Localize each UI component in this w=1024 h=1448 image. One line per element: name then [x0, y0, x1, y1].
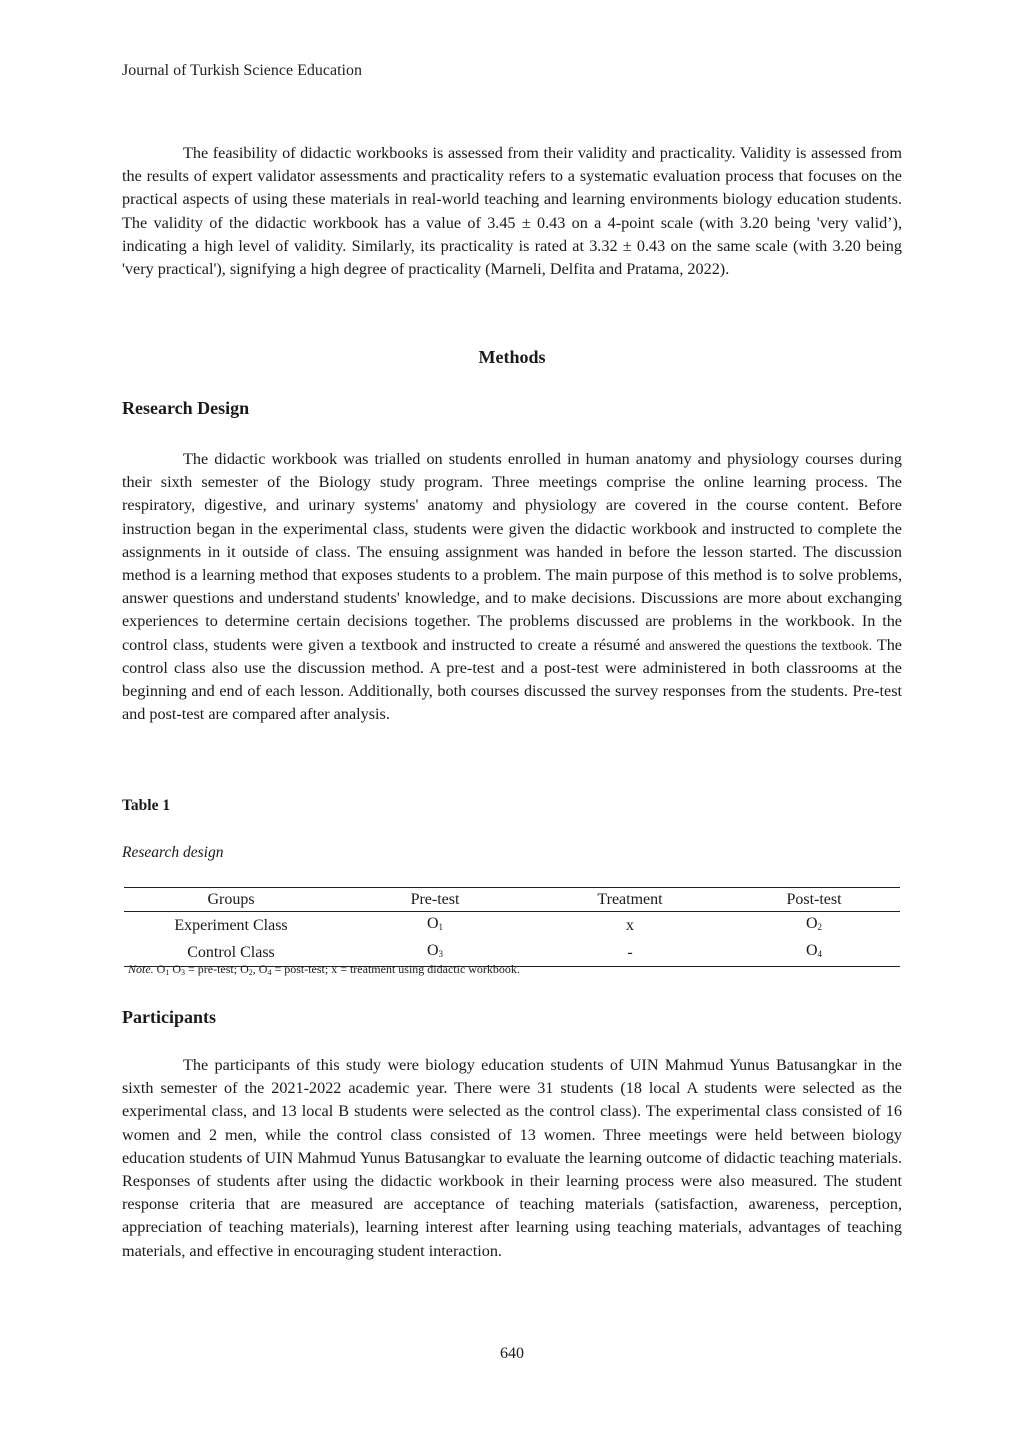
participants-paragraph: The participants of this study were biology education students of UIN Mahmud Yunus Batusangkar in the sixth semester of the 2021-2022 academic year. There were 31 students (18 local A students were selected as the experimental class, and 13 local B students were selected as the control class). The experimental class consisted of 16 women and 2 men, while the control class consisted of 13 women. Three meetings were held between biology education students of UIN Mahmud Yunus Batusangkar to evaluate the learning outcome of didactic teaching materials. Responses of students after using the didactic workbook in their learning process were also measured. The student response criteria that are measured are acceptance of teaching materials (satisfaction, awareness, perception, appreciation of teaching materials), learning interest after learning using teaching materials, advantages of teaching materials, and effective in encouraging student interaction. [122, 1056, 902, 1260]
cell-post-base: O [805, 915, 818, 932]
intro-paragraph: The feasibility of didactic workbooks is assessed from their validity and practicality. Validity is assessed from the results of expert validator assessments and practicality refers to a systematic evaluation process that focuses on the practical aspects of using these materials in real-world teaching and learning environments biology education students. The validity of the didactic workbook has a value of 3.45 ± 0.43 on a 4-point scale (with 3.20 being 'very valid’), indicating a high level of validity. Similarly, its practicality is rated at 3.32 ± 0.43 on the same scale (with 3.20 being 'very practical'), signifying a high degree of practicality (Marneli, Delfita and Pratama, 2022). [122, 144, 902, 279]
table-row [124, 912, 900, 940]
header-treatment: Treatment [597, 891, 663, 908]
cell-post-base: O [805, 942, 818, 959]
note-text-b: O [169, 962, 182, 976]
participants-heading: Participants [122, 1007, 216, 1027]
note-label: Note. [128, 962, 154, 976]
cell-group: Experiment Class [174, 917, 288, 934]
research-design-text-small: and answered the questions the textbook. [645, 637, 873, 653]
research-design-heading: Research Design [122, 398, 250, 418]
cell-post-sub: 2 [817, 922, 823, 932]
cell-post-test [728, 939, 900, 967]
table1-note [128, 962, 520, 977]
methods-heading: Methods [478, 347, 546, 367]
note-text-e: = post-test; x = treatment using didactic workbook. [271, 962, 520, 976]
research-design-text-part1: The didactic workbook was trialled on students enrolled in human anatomy and physiology courses during their sixth semester of the Biology study program. Three meetings comprise the online learning process. The respiratory, digestive, and urinary systems' anatomy and physiology are covered in the course content. Before instruction began in the experimental class, students were given the didactic workbook and instructed to complete the assignments in it outside of class. The ensuing assignment was handed in before the lesson started. The discussion method is a learning method that exposes students to a problem. The main purpose of this method is to solve problems, answer questions and understand students' knowledge, and to make decisions. Discussions are more about exchanging experiences to determine certain decisions together. The problems discussed are problems in the workbook. In the control class, students were given a textbook and instructed to create a résumé [122, 450, 902, 654]
note-text-c: = pre-test; O [185, 962, 249, 976]
header-groups: Groups [207, 891, 255, 908]
cell-pre-test [338, 912, 532, 940]
note-sub-c: 2 [248, 968, 253, 977]
cell-post-test [728, 912, 900, 940]
cell-pre-base: O [426, 915, 439, 932]
cell-post-sub: 4 [817, 949, 823, 959]
cell-pre-sub: 3 [438, 949, 444, 959]
page-number: 640 [500, 1345, 524, 1362]
cell-treatment: - [627, 944, 633, 961]
note-sub-a: 1 [165, 968, 170, 977]
header-post-test: Post-test [786, 891, 842, 908]
table-header-row [124, 888, 900, 912]
cell-treatment: x [626, 917, 634, 934]
journal-running-header: Journal of Turkish Science Education [122, 62, 362, 79]
research-design-table [124, 887, 900, 967]
note-text-a: O [153, 962, 166, 976]
cell-pre-base: O [426, 942, 439, 959]
table1-caption: Research design [122, 844, 224, 861]
research-design-text-part2: The control class also use the discussion method. A pre-test and a post-test were administered in both classrooms at the beginning and end of each lesson. Additionally, both courses discussed the survey responses from the students. Pre-test and post-test are compared after analysis. [122, 635, 902, 724]
note-text-d: , O [252, 962, 268, 976]
table1-label: Table 1 [122, 797, 171, 814]
header-pre-test: Pre-test [410, 891, 460, 908]
cell-group: Control Class [187, 944, 275, 961]
cell-pre-sub: 1 [438, 922, 444, 932]
research-design-paragraph [122, 448, 902, 726]
note-sub-b: 3 [181, 968, 186, 977]
note-sub-d: 4 [267, 968, 272, 977]
